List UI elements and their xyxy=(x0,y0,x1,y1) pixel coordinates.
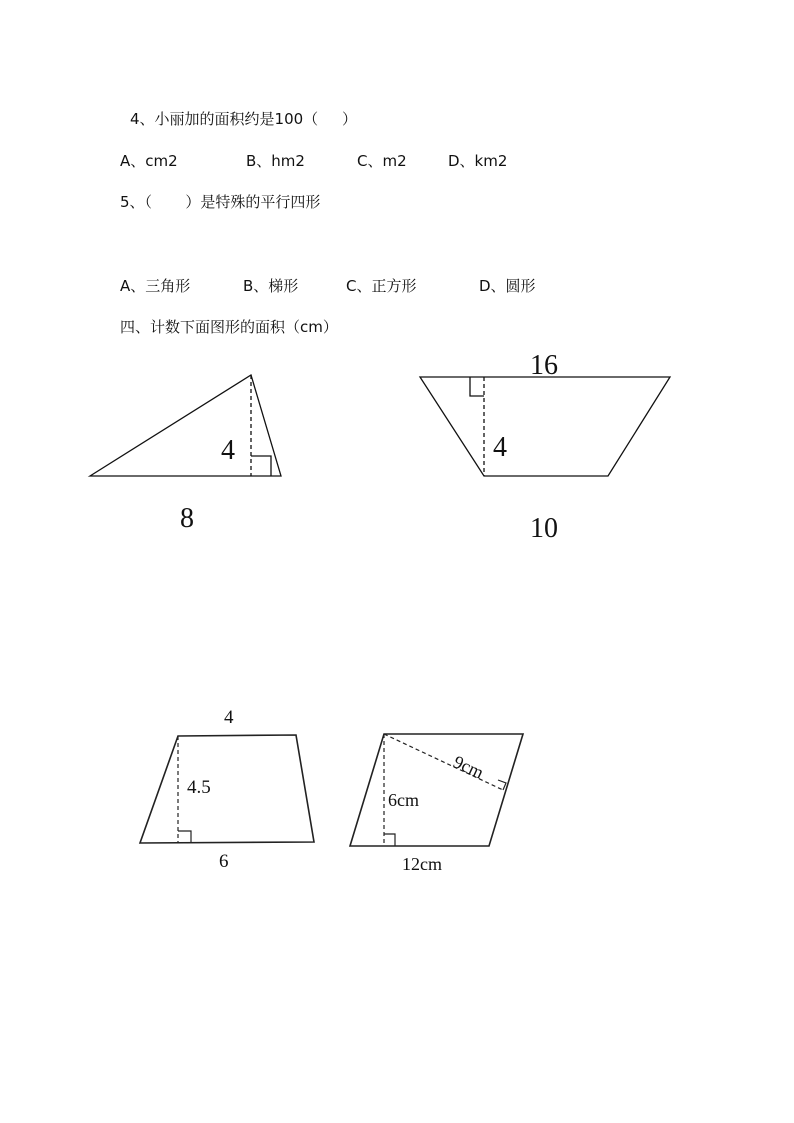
triangle-base-label: 8 xyxy=(180,503,194,534)
trapezoid-bottom-figure xyxy=(140,735,314,843)
parallelogram-figure xyxy=(350,734,523,846)
question-5-option-d: D、圆形 xyxy=(479,277,536,295)
triangle-outline xyxy=(90,375,281,476)
parallelogram-right-angle-mark-1 xyxy=(384,834,395,846)
trapezoid-bottom-outline xyxy=(140,735,314,843)
question-4-option-a: A、cm2 xyxy=(120,152,178,170)
trapezoid-top-height-label: 4 xyxy=(493,432,507,463)
parallelogram-height2-label: 9cm xyxy=(450,751,487,783)
question-4-option-c: C、m2 xyxy=(357,152,407,170)
question-4-stem: 4、小丽加的面积约是100（ ） xyxy=(130,110,358,128)
parallelogram-height-line-2 xyxy=(384,734,503,790)
trapezoid-top-outline xyxy=(420,377,670,476)
trapezoid-bottom-bottom-label: 6 xyxy=(219,851,229,872)
triangle-figure xyxy=(90,375,281,476)
parallelogram-base-label: 12cm xyxy=(402,854,442,874)
trapezoid-top-top-label: 16 xyxy=(530,350,558,381)
trapezoid-bottom-top-label: 4 xyxy=(224,707,234,728)
trapezoid-top-figure xyxy=(420,377,670,476)
trapezoid-top-right-angle-mark xyxy=(470,377,484,396)
parallelogram-height1-label: 6cm xyxy=(388,790,419,810)
question-4-option-b: B、hm2 xyxy=(246,152,305,170)
triangle-right-angle-mark xyxy=(251,456,271,476)
trapezoid-bottom-right-angle-mark xyxy=(178,831,191,843)
parallelogram-outline xyxy=(350,734,523,846)
trapezoid-top-bottom-label: 10 xyxy=(530,513,558,544)
trapezoid-bottom-height-label: 4.5 xyxy=(187,777,211,798)
question-5-stem: 5、（ ）是特殊的平行四形 xyxy=(120,193,321,211)
section-4-title: 四、计数下面图形的面积（cm） xyxy=(120,318,338,336)
question-5-option-a: A、三角形 xyxy=(120,277,191,295)
question-4-option-d: D、km2 xyxy=(448,152,508,170)
triangle-height-label: 4 xyxy=(221,435,235,466)
question-5-option-c: C、正方形 xyxy=(346,277,417,295)
question-5-option-b: B、梯形 xyxy=(243,277,299,295)
